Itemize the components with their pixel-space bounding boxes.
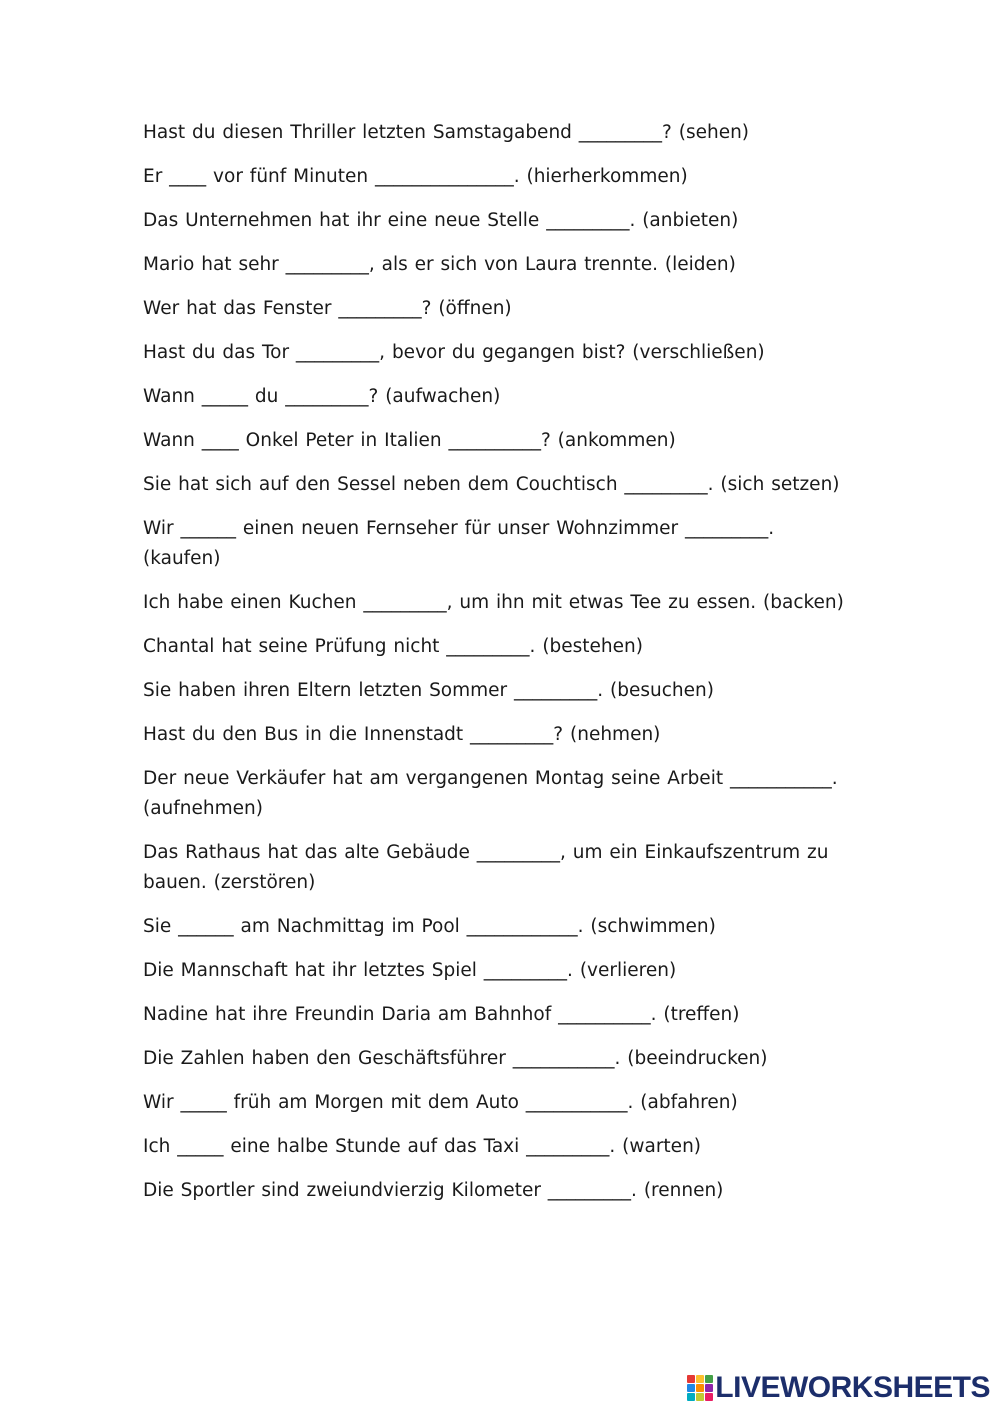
sentence-20: Die Zahlen haben den Geschäftsführer ___________. (beeindrucken)	[143, 1048, 768, 1069]
sentence-5: Wer hat das Fenster _________? (öffnen)	[143, 298, 512, 319]
sentence-18: Die Mannschaft hat ihr letztes Spiel _________. (verlieren)	[143, 960, 677, 981]
logo-cell	[687, 1393, 695, 1401]
sentence-15: Der neue Verkäufer hat am vergangenen Montag seine Arbeit ___________. (aufnehmen)	[143, 768, 838, 819]
sentence-14: Hast du den Bus in die Innenstadt _________? (nehmen)	[143, 724, 661, 745]
logo-cell	[696, 1375, 704, 1383]
brand-name: LIVEWORKSHEETS	[715, 1371, 990, 1404]
sentence-7: Wann _____ du _________? (aufwachen)	[143, 386, 501, 407]
sentence-17: Sie ______ am Nachmittag im Pool ____________. (schwimmen)	[143, 916, 716, 937]
logo-cell	[705, 1384, 713, 1392]
sentence-12: Chantal hat seine Prüfung nicht _________. (bestehen)	[143, 636, 643, 657]
liveworksheets-brand[interactable]	[687, 1371, 990, 1405]
worksheet	[143, 118, 855, 1220]
logo-cell	[705, 1375, 713, 1383]
liveworksheets-logo-icon	[687, 1375, 713, 1401]
sentence-13: Sie haben ihren Eltern letzten Sommer _________. (besuchen)	[143, 680, 714, 701]
logo-cell	[696, 1384, 704, 1392]
logo-cell	[687, 1375, 695, 1383]
sentence-8: Wann ____ Onkel Peter in Italien __________? (ankommen)	[143, 430, 676, 451]
logo-cell	[696, 1393, 704, 1401]
sentence-10: Wir ______ einen neuen Fernseher für unser Wohnzimmer _________. (kaufen)	[143, 518, 775, 569]
sentence-2: Er ____ vor fünf Minuten _______________. (hierherkommen)	[143, 166, 688, 187]
sentence-23: Die Sportler sind zweiundvierzig Kilometer _________. (rennen)	[143, 1180, 724, 1201]
sentence-3: Das Unternehmen hat ihr eine neue Stelle _________. (anbieten)	[143, 210, 739, 231]
sentence-21: Wir _____ früh am Morgen mit dem Auto ___________. (abfahren)	[143, 1092, 738, 1113]
sentence-11: Ich habe einen Kuchen _________, um ihn mit etwas Tee zu essen. (backen)	[143, 592, 844, 613]
sentence-19: Nadine hat ihre Freundin Daria am Bahnhof __________. (treffen)	[143, 1004, 740, 1025]
sentence-4: Mario hat sehr _________, als er sich von Laura trennte. (leiden)	[143, 254, 736, 275]
sentence-16: Das Rathaus hat das alte Gebäude _________, um ein Einkaufszentrum zu bauen. (zerstören)	[143, 842, 829, 893]
logo-cell	[705, 1393, 713, 1401]
sentence-6: Hast du das Tor _________, bevor du gegangen bist? (verschließen)	[143, 342, 765, 363]
sentence-22: Ich _____ eine halbe Stunde auf das Taxi _________. (warten)	[143, 1136, 702, 1157]
sentence-9: Sie hat sich auf den Sessel neben dem Couchtisch _________. (sich setzen)	[143, 474, 840, 495]
sentence-1: Hast du diesen Thriller letzten Samstagabend _________? (sehen)	[143, 122, 750, 143]
logo-cell	[687, 1384, 695, 1392]
